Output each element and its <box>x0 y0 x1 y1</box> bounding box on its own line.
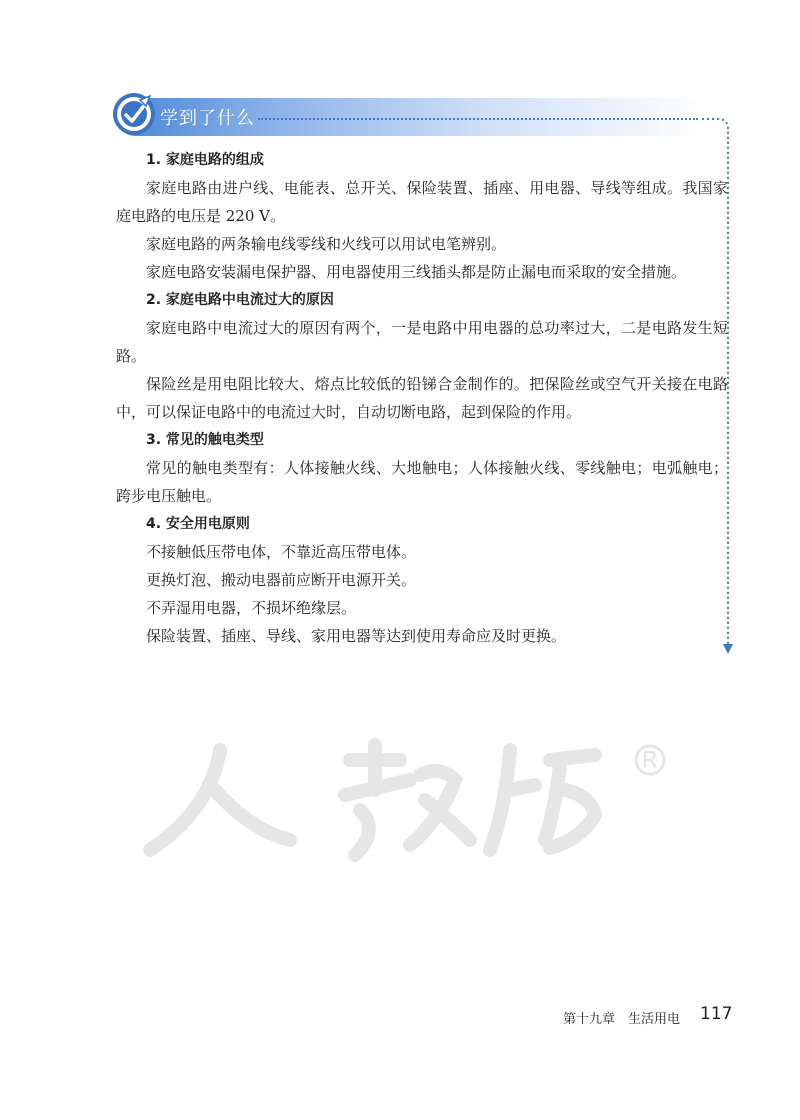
chapter-footer: 第十九章 生活用电 <box>563 1012 681 1027</box>
content <box>116 146 728 650</box>
paragraph: 家庭电路中电流过大的原因有两个，一是电路中用电器的总功率过大，二是电路发生短路。 <box>116 319 728 365</box>
paragraph: 不接触低压带电体，不靠近高压带电体。 <box>146 543 417 561</box>
paragraph: 家庭电路安装漏电保护器、用电器使用三线插头都是防止漏电而采取的安全措施。 <box>146 263 687 281</box>
paragraph: 更换灯泡、搬动电器前应断开电源开关。 <box>146 571 417 589</box>
pencil-check-icon <box>112 92 156 136</box>
publisher-watermark-logo <box>140 720 680 870</box>
section-heading: 4. 安全用电原则 <box>146 516 250 532</box>
section-4 <box>116 510 728 650</box>
section-heading: 3. 常见的触电类型 <box>146 432 264 448</box>
banner-dotted-line <box>258 118 698 120</box>
section-1 <box>116 146 728 286</box>
page-number: 117 <box>700 1004 733 1024</box>
paragraph: 家庭电路由进户线、电能表、总开关、保险装置、插座、用电器、导线等组成。我国家庭电路的电压是 220 V。 <box>116 179 728 225</box>
paragraph: 不弄湿用电器，不损坏绝缘层。 <box>146 599 357 617</box>
section-heading: 1. 家庭电路的组成 <box>146 152 264 168</box>
section-3 <box>116 426 728 510</box>
paragraph: 保险丝是用电阻比较大、熔点比较低的铅锑合金制作的。把保险丝或空气开关接在电路中，可以保证电路中的电流过大时，自动切断电路，起到保险的作用。 <box>116 375 728 421</box>
paragraph: 保险装置、插座、导线、家用电器等达到使用寿命应及时更换。 <box>146 627 567 645</box>
section-heading: 2. 家庭电路中电流过大的原因 <box>146 292 334 308</box>
paragraph: 常见的触电类型有：人体接触火线、大地触电；人体接触火线、零线触电；电弧触电；跨步电压触电。 <box>116 459 728 505</box>
section-title: 学到了什么 <box>160 108 255 129</box>
paragraph: 家庭电路的两条输电线零线和火线可以用试电笔辨别。 <box>146 235 507 253</box>
section-2 <box>116 286 728 426</box>
